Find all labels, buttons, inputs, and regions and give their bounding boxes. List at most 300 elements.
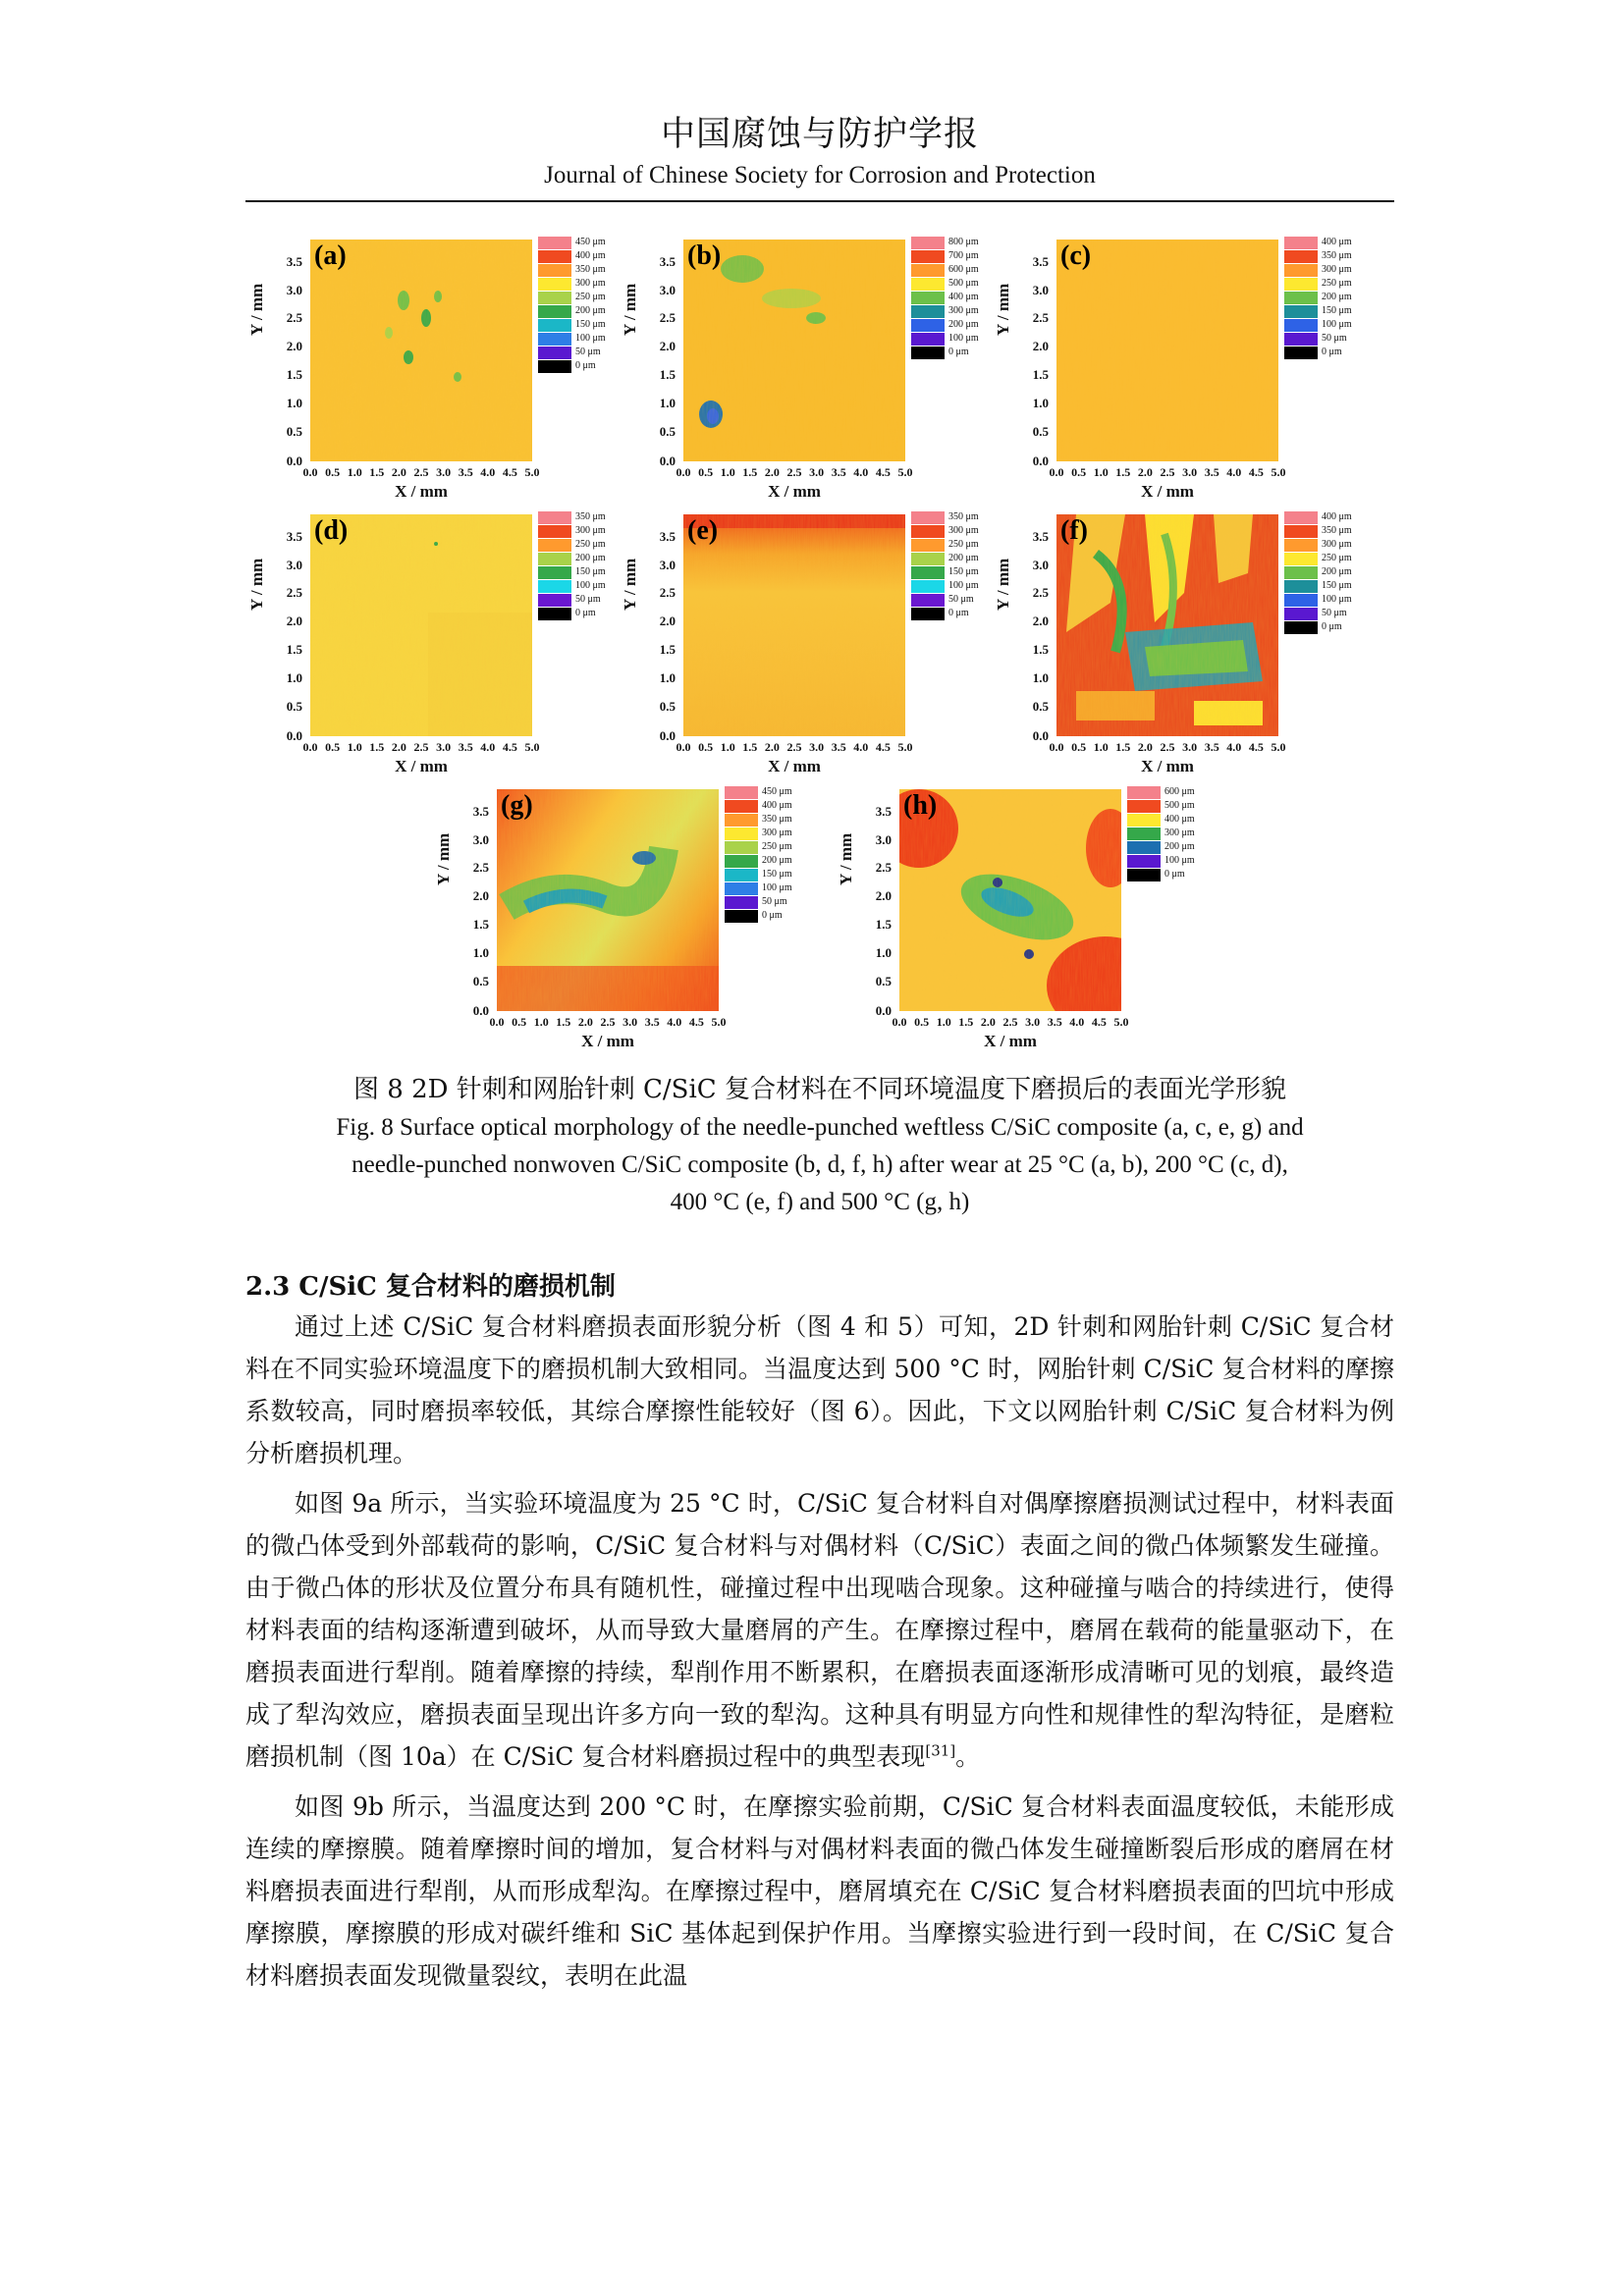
x-tick: 2.5 xyxy=(1002,1015,1018,1029)
legend-swatch xyxy=(1284,333,1318,346)
legend-swatch xyxy=(538,594,571,607)
legend-swatch xyxy=(538,566,571,579)
panel-label: (g) xyxy=(501,790,533,821)
x-tick: 3.5 xyxy=(831,740,846,754)
legend-entry xyxy=(538,359,626,373)
legend-entry xyxy=(725,895,813,909)
legend-entry xyxy=(1127,854,1216,868)
legend-swatch xyxy=(725,910,758,923)
legend-entry xyxy=(725,909,813,923)
x-axis-ticks xyxy=(302,465,540,481)
legend-entry xyxy=(911,524,1000,538)
y-tick: 0.5 xyxy=(472,974,489,989)
y-tick: 1.5 xyxy=(1032,642,1049,658)
legend-swatch xyxy=(1284,237,1318,249)
legend-entry xyxy=(538,236,626,249)
x-tick: 5.0 xyxy=(1271,740,1286,754)
x-tick: 2.0 xyxy=(391,740,406,754)
legend-value: 300 μm xyxy=(575,525,606,536)
legend-swatch xyxy=(1284,539,1318,552)
y-tick: 3.5 xyxy=(472,803,489,819)
legend-value: 200 μm xyxy=(762,855,792,866)
y-axis-ticks xyxy=(619,514,677,743)
x-tick: 4.0 xyxy=(1226,740,1242,754)
y-axis-label: Y / mm xyxy=(434,832,453,885)
height-map-f xyxy=(1056,514,1278,736)
x-tick: 4.0 xyxy=(1226,465,1242,479)
x-tick: 4.5 xyxy=(1091,1015,1107,1029)
color-legend xyxy=(911,236,1000,359)
legend-value: 150 μm xyxy=(575,319,606,330)
x-tick: 1.0 xyxy=(936,1015,951,1029)
legend-swatch xyxy=(911,292,945,304)
legend-swatch xyxy=(1127,828,1161,840)
x-tick: 1.0 xyxy=(720,465,735,479)
legend-swatch xyxy=(911,553,945,565)
y-tick: 3.0 xyxy=(286,282,302,297)
x-axis-ticks xyxy=(676,465,913,481)
x-tick: 0.5 xyxy=(325,465,341,479)
section-title: 2.3 C/SiC 复合材料的磨损机制 xyxy=(245,1272,616,1302)
y-tick: 1.5 xyxy=(472,917,489,933)
y-tick: 2.0 xyxy=(286,339,302,354)
legend-value: 50 μm xyxy=(1322,608,1347,618)
legend-value: 0 μm xyxy=(575,608,596,618)
legend-value: 50 μm xyxy=(948,594,974,605)
color-legend xyxy=(538,510,626,620)
legend-swatch xyxy=(911,539,945,552)
legend-value: 400 μm xyxy=(1164,814,1195,825)
legend-entry xyxy=(538,249,626,263)
legend-swatch xyxy=(1284,319,1318,332)
x-tick: 3.5 xyxy=(458,740,473,754)
y-tick: 1.0 xyxy=(659,396,676,411)
x-tick: 1.5 xyxy=(1115,740,1131,754)
legend-value: 400 μm xyxy=(1322,511,1352,522)
x-tick: 4.5 xyxy=(875,465,891,479)
legend-entry xyxy=(1284,593,1373,607)
y-axis-ticks xyxy=(432,789,491,1018)
y-tick: 0.0 xyxy=(875,1003,892,1018)
height-map-g xyxy=(497,789,719,1011)
x-tick: 4.0 xyxy=(853,740,869,754)
legend-swatch xyxy=(725,882,758,895)
x-tick: 0.0 xyxy=(676,740,691,754)
legend-entry xyxy=(1284,552,1373,565)
y-tick: 1.0 xyxy=(286,396,302,411)
y-tick: 2.5 xyxy=(472,860,489,876)
legend-value: 400 μm xyxy=(1322,237,1352,247)
legend-swatch xyxy=(1284,608,1318,620)
legend-swatch xyxy=(538,264,571,277)
legend-entry xyxy=(725,868,813,881)
x-tick: 1.0 xyxy=(533,1015,549,1029)
legend-swatch xyxy=(1284,511,1318,524)
y-tick: 1.5 xyxy=(286,642,302,658)
x-tick: 0.5 xyxy=(1071,740,1087,754)
x-tick: 1.5 xyxy=(958,1015,974,1029)
legend-value: 50 μm xyxy=(575,594,601,605)
legend-entry xyxy=(725,813,813,827)
legend-entry xyxy=(911,579,1000,593)
x-tick: 2.5 xyxy=(786,740,802,754)
legend-value: 50 μm xyxy=(575,347,601,357)
x-axis-ticks xyxy=(302,740,540,756)
journal-title-zh: 中国腐蚀与防护学报 xyxy=(660,115,979,154)
x-axis-label: X / mm xyxy=(768,482,821,501)
color-legend xyxy=(725,785,813,923)
x-tick: 2.5 xyxy=(1160,465,1175,479)
legend-value: 200 μm xyxy=(948,553,979,563)
legend-entry xyxy=(911,263,1000,277)
y-tick: 0.5 xyxy=(659,699,676,715)
header-rule xyxy=(245,200,1394,202)
x-tick: 1.5 xyxy=(369,740,385,754)
panel-b xyxy=(619,218,992,501)
paragraph-2-text: 如图 9a 所示，当实验环境温度为 25 °C 时，C/SiC 复合材料自对偶摩擦磨损测试过程中，材料表面的微凸体受到外部载荷的影响，C/SiC 复合材料与对偶材料（C/SiC）表面之间的微凸体频繁发生碰撞。由于微凸体的形状及位置分布具有随机性，碰撞过程中出现啮合现象。这种碰撞与啮合的持续进行，使得材料表面的结构逐渐遭到破坏，从而导致大量磨屑的产生。在摩擦过程中，磨屑在载荷的能量驱动下，在磨损表面进行犁削。随着摩擦的持续，犁削作用不断累积，在磨损表面逐渐形成清晰可见的划痕，最终造成了犁沟效应，磨损表面呈现出许多方向一致的犁沟。这种具有明显方向性和规律性的犁沟特征，是磨粒磨损机制（图 10a）在 C/SiC 复合材料磨损过程中的典型表现 xyxy=(245,1489,1394,1771)
legend-swatch xyxy=(538,278,571,291)
panel-label: (e) xyxy=(687,515,719,546)
legend-entry xyxy=(1284,524,1373,538)
legend-swatch xyxy=(538,539,571,552)
caption-en-line-3: 400 °C (e, f) and 500 °C (g, h) xyxy=(670,1189,970,1215)
y-tick: 0.0 xyxy=(286,454,302,468)
legend-value: 200 μm xyxy=(1322,292,1352,302)
legend-entry xyxy=(725,827,813,840)
legend-swatch xyxy=(1284,566,1318,579)
y-tick: 0.0 xyxy=(286,728,302,743)
legend-swatch xyxy=(538,608,571,620)
legend-value: 600 μm xyxy=(1164,786,1195,797)
legend-value: 500 μm xyxy=(948,278,979,289)
legend-swatch xyxy=(1284,594,1318,607)
y-axis-ticks xyxy=(992,514,1051,743)
legend-entry xyxy=(538,593,626,607)
x-tick: 3.0 xyxy=(1182,740,1198,754)
y-tick: 2.0 xyxy=(1032,339,1049,354)
legend-entry xyxy=(1127,868,1216,881)
panel-label: (d) xyxy=(314,515,349,546)
y-tick: 2.5 xyxy=(286,585,302,601)
legend-value: 400 μm xyxy=(948,292,979,302)
legend-entry xyxy=(1284,236,1373,249)
legend-entry xyxy=(1127,799,1216,813)
legend-entry xyxy=(725,881,813,895)
x-tick: 3.0 xyxy=(1182,465,1198,479)
x-tick: 1.5 xyxy=(742,740,758,754)
section-body xyxy=(245,1306,1394,2004)
x-tick: 5.0 xyxy=(897,740,913,754)
legend-entry xyxy=(538,565,626,579)
x-tick: 0.0 xyxy=(676,465,691,479)
legend-entry xyxy=(1284,510,1373,524)
x-tick: 4.5 xyxy=(502,465,517,479)
legend-swatch xyxy=(725,841,758,854)
legend-entry xyxy=(725,840,813,854)
legend-swatch xyxy=(1284,278,1318,291)
y-axis-label: Y / mm xyxy=(994,283,1012,336)
legend-swatch xyxy=(538,237,571,249)
legend-swatch xyxy=(1127,841,1161,854)
panel-label: (b) xyxy=(687,240,722,271)
y-axis-ticks xyxy=(245,240,304,468)
legend-swatch xyxy=(1284,264,1318,277)
legend-value: 100 μm xyxy=(948,580,979,591)
y-tick: 0.5 xyxy=(286,424,302,440)
legend-entry xyxy=(538,291,626,304)
x-tick: 5.0 xyxy=(1271,465,1286,479)
y-tick: 3.5 xyxy=(286,528,302,544)
y-tick: 3.0 xyxy=(659,557,676,572)
x-tick: 4.0 xyxy=(667,1015,682,1029)
y-axis-label: Y / mm xyxy=(837,832,855,885)
legend-entry xyxy=(911,304,1000,318)
y-tick: 3.0 xyxy=(472,831,489,847)
legend-entry xyxy=(538,332,626,346)
x-tick: 1.5 xyxy=(556,1015,571,1029)
legend-value: 350 μm xyxy=(948,511,979,522)
legend-value: 150 μm xyxy=(762,869,792,880)
y-tick: 0.0 xyxy=(472,1003,489,1018)
legend-entry xyxy=(538,552,626,565)
x-tick: 3.0 xyxy=(809,465,825,479)
color-legend xyxy=(911,510,1000,620)
x-axis-label: X / mm xyxy=(395,757,448,775)
y-tick: 0.0 xyxy=(659,728,676,743)
legend-value: 200 μm xyxy=(575,553,606,563)
legend-value: 150 μm xyxy=(948,566,979,577)
y-tick: 2.0 xyxy=(472,888,489,904)
x-tick: 0.5 xyxy=(698,740,714,754)
legend-entry xyxy=(538,607,626,620)
height-map-b xyxy=(683,240,905,461)
panel-c xyxy=(992,218,1365,501)
y-tick: 3.0 xyxy=(286,557,302,572)
x-tick: 3.0 xyxy=(809,740,825,754)
x-tick: 0.5 xyxy=(914,1015,930,1029)
legend-entry xyxy=(725,854,813,868)
legend-swatch xyxy=(538,292,571,304)
height-map-h xyxy=(899,789,1121,1011)
legend-entry xyxy=(1284,263,1373,277)
y-tick: 3.5 xyxy=(875,803,892,819)
y-tick: 3.5 xyxy=(659,528,676,544)
legend-entry xyxy=(538,538,626,552)
x-tick: 1.5 xyxy=(742,465,758,479)
legend-swatch xyxy=(911,525,945,538)
x-tick: 1.0 xyxy=(1093,465,1109,479)
x-tick: 0.0 xyxy=(302,465,318,479)
legend-swatch xyxy=(911,237,945,249)
legend-value: 150 μm xyxy=(575,566,606,577)
y-tick: 0.5 xyxy=(1032,699,1049,715)
y-tick: 1.5 xyxy=(659,642,676,658)
x-tick: 4.5 xyxy=(502,740,517,754)
legend-swatch xyxy=(911,264,945,277)
paragraph-2 xyxy=(245,1482,1394,1778)
legend-entry xyxy=(1127,785,1216,799)
x-tick: 3.5 xyxy=(458,465,473,479)
legend-value: 300 μm xyxy=(1322,539,1352,550)
legend-swatch xyxy=(1284,553,1318,565)
x-tick: 0.5 xyxy=(512,1015,527,1029)
citation-31[interactable]: [31] xyxy=(925,1741,956,1760)
y-tick: 1.0 xyxy=(286,670,302,686)
y-tick: 2.0 xyxy=(286,614,302,629)
y-tick: 1.5 xyxy=(1032,367,1049,383)
y-axis-label: Y / mm xyxy=(621,283,639,336)
y-tick: 1.5 xyxy=(875,917,892,933)
legend-swatch xyxy=(911,608,945,620)
y-tick: 3.5 xyxy=(1032,528,1049,544)
legend-swatch xyxy=(911,566,945,579)
x-axis-ticks xyxy=(1049,740,1286,756)
x-axis-ticks xyxy=(676,740,913,756)
x-tick: 0.5 xyxy=(1071,465,1087,479)
legend-swatch xyxy=(911,594,945,607)
legend-entry xyxy=(911,318,1000,332)
paragraph-1: 通过上述 C/SiC 复合材料磨损表面形貌分析（图 4 和 5）可知，2D 针刺和网胎针刺 C/SiC 复合材料在不同实验环境温度下的磨损机制大致相同。当温度达到 500 °C 时，网胎针刺 C/SiC 复合材料的摩擦系数较高，同时磨损率较低，其综合摩擦性能较好（图 6）。因此，下文以网胎针刺 C/SiC 复合材料为例分析磨损机理。 xyxy=(245,1312,1394,1468)
x-tick: 2.0 xyxy=(1137,465,1153,479)
y-axis-ticks xyxy=(619,240,677,468)
panel-label: (c) xyxy=(1060,240,1092,271)
legend-swatch xyxy=(538,319,571,332)
legend-entry xyxy=(1284,607,1373,620)
x-axis-ticks xyxy=(1049,465,1286,481)
x-tick: 2.0 xyxy=(764,465,780,479)
legend-entry xyxy=(1284,346,1373,359)
legend-value: 0 μm xyxy=(948,347,969,357)
x-axis-label: X / mm xyxy=(395,482,448,501)
legend-value: 300 μm xyxy=(1164,828,1195,838)
legend-swatch xyxy=(1284,347,1318,359)
legend-value: 0 μm xyxy=(1322,621,1342,632)
x-tick: 4.0 xyxy=(480,465,496,479)
x-tick: 3.0 xyxy=(436,465,452,479)
legend-entry xyxy=(1284,318,1373,332)
y-tick: 1.5 xyxy=(659,367,676,383)
y-tick: 2.0 xyxy=(875,888,892,904)
height-map-a xyxy=(310,240,532,461)
panel-h xyxy=(835,768,1208,1050)
legend-value: 300 μm xyxy=(1322,264,1352,275)
y-tick: 2.5 xyxy=(1032,310,1049,326)
legend-entry xyxy=(911,593,1000,607)
legend-swatch xyxy=(1127,869,1161,881)
y-tick: 1.0 xyxy=(1032,396,1049,411)
x-tick: 1.0 xyxy=(347,465,362,479)
y-tick: 0.0 xyxy=(1032,454,1049,468)
legend-swatch xyxy=(1284,580,1318,593)
legend-entry xyxy=(911,236,1000,249)
x-tick: 3.5 xyxy=(644,1015,660,1029)
legend-entry xyxy=(911,277,1000,291)
x-tick: 2.5 xyxy=(413,465,429,479)
legend-value: 0 μm xyxy=(948,608,969,618)
x-tick: 0.5 xyxy=(698,465,714,479)
y-tick: 3.5 xyxy=(659,253,676,269)
legend-entry xyxy=(538,346,626,359)
color-legend xyxy=(538,236,626,373)
x-tick: 2.5 xyxy=(600,1015,616,1029)
legend-value: 0 μm xyxy=(762,910,783,921)
legend-entry xyxy=(1284,620,1373,634)
legend-value: 100 μm xyxy=(575,580,606,591)
legend-swatch xyxy=(911,580,945,593)
legend-swatch xyxy=(725,814,758,827)
legend-value: 250 μm xyxy=(575,292,606,302)
legend-entry xyxy=(1284,579,1373,593)
y-axis-label: Y / mm xyxy=(247,558,266,611)
y-tick: 2.5 xyxy=(659,585,676,601)
x-tick: 1.0 xyxy=(347,740,362,754)
x-tick: 3.0 xyxy=(436,740,452,754)
legend-entry xyxy=(911,607,1000,620)
x-tick: 0.0 xyxy=(892,1015,907,1029)
legend-value: 0 μm xyxy=(1322,347,1342,357)
legend-value: 300 μm xyxy=(762,828,792,838)
color-legend xyxy=(1284,510,1373,634)
legend-entry xyxy=(538,524,626,538)
legend-swatch xyxy=(538,553,571,565)
legend-swatch xyxy=(1284,305,1318,318)
legend-value: 250 μm xyxy=(575,539,606,550)
legend-swatch xyxy=(725,786,758,799)
legend-value: 400 μm xyxy=(575,250,606,261)
legend-value: 500 μm xyxy=(1164,800,1195,811)
x-tick: 2.5 xyxy=(786,465,802,479)
x-tick: 3.5 xyxy=(831,465,846,479)
journal-title-en: Journal of Chinese Society for Corrosion and Protection xyxy=(544,162,1096,188)
legend-swatch xyxy=(725,855,758,868)
y-tick: 2.0 xyxy=(659,614,676,629)
legend-swatch xyxy=(911,250,945,263)
legend-value: 350 μm xyxy=(1322,250,1352,261)
legend-swatch xyxy=(1284,525,1318,538)
x-tick: 4.5 xyxy=(688,1015,704,1029)
caption-zh: 图 8 2D 针刺和网胎针刺 C/SiC 复合材料在不同环境温度下磨损后的表面光学形貌 xyxy=(353,1075,1286,1104)
legend-value: 200 μm xyxy=(575,305,606,316)
legend-value: 200 μm xyxy=(1164,841,1195,852)
x-tick: 5.0 xyxy=(711,1015,727,1029)
legend-swatch xyxy=(1127,855,1161,868)
legend-value: 0 μm xyxy=(575,360,596,371)
x-tick: 4.5 xyxy=(875,740,891,754)
legend-swatch xyxy=(911,347,945,359)
legend-entry xyxy=(538,304,626,318)
y-tick: 3.0 xyxy=(875,831,892,847)
panel-f xyxy=(992,493,1365,775)
legend-entry xyxy=(911,552,1000,565)
y-tick: 2.5 xyxy=(659,310,676,326)
y-tick: 1.5 xyxy=(286,367,302,383)
x-tick: 5.0 xyxy=(524,740,540,754)
y-axis-label: Y / mm xyxy=(994,558,1012,611)
legend-entry xyxy=(911,346,1000,359)
legend-swatch xyxy=(1284,292,1318,304)
x-tick: 0.0 xyxy=(1049,465,1064,479)
y-axis-ticks xyxy=(992,240,1051,468)
y-axis-ticks xyxy=(245,514,304,743)
x-tick: 0.0 xyxy=(1049,740,1064,754)
legend-value: 450 μm xyxy=(575,237,606,247)
x-tick: 2.0 xyxy=(980,1015,996,1029)
x-tick: 5.0 xyxy=(897,465,913,479)
legend-entry xyxy=(538,263,626,277)
y-tick: 0.0 xyxy=(1032,728,1049,743)
y-tick: 1.0 xyxy=(659,670,676,686)
legend-entry xyxy=(911,510,1000,524)
